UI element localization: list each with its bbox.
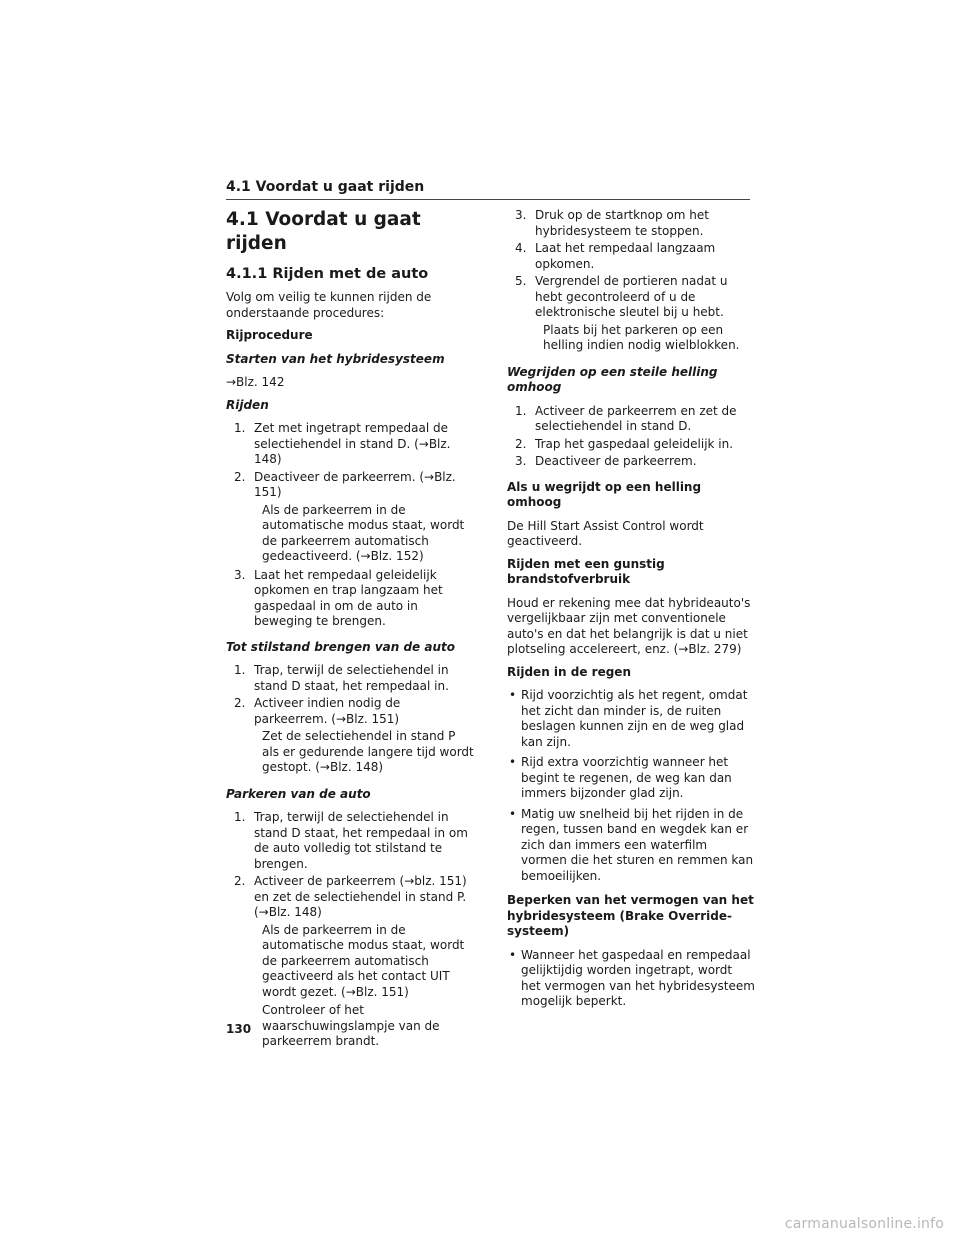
bullet-icon: • [509,947,517,962]
list-item: 3. Druk op de startknop om het hybridesysteem te stoppen. [515,208,709,238]
section-title: 4.1 Voordat u gaat rijden [226,209,421,254]
list-item-note: Plaats bij het parkeren op een helling indien nodig wielblokken. [543,322,740,352]
bullet-icon: • [509,755,517,769]
list-item: 3. Laat het rempedaal geleidelijk opkomen en trap langzaam het gaspedaal in om de auto in beweging te brengen. [234,567,443,628]
zuinig-heading: Rijden met een gunstig brandstofverbruik [507,556,665,586]
list-item: 2. Trap het gaspedaal geleidelijk in. [515,436,734,451]
list-item: • Rijd extra voorzichtig wanneer het begint te regenen, de weg kan dan immers bijzonder glad zijn. [509,755,732,800]
subsection-title: 4.1.1 Rijden met de auto [226,266,429,282]
rijprocedure-heading: Rijprocedure [226,328,313,342]
list-item: 1. Zet met ingetrapt rempedaal de selectiehendel in stand D. (→Blz. 148) [234,421,451,466]
brake-override-list [507,948,755,1010]
regen-list [507,688,755,884]
helling-heading: Als u wegrijdt op een helling omhoog [507,479,702,509]
list-item: 1. Trap, terwijl de selectiehendel in stand D staat, het rempedaal in om de auto volledig tot stilstand te brengen. [234,810,468,871]
list-item-note: Zet de selectiehendel in stand P als er gedurende langere tijd wordt gestopt. (→Blz. 148) [262,729,474,774]
list-item: 1. Trap, terwijl de selectiehendel in stand D staat, het rempedaal in. [234,663,449,693]
parkeren-heading: Parkeren van de auto [226,786,371,801]
steile-helling-list [507,404,755,470]
list-item: 3. Deactiveer de parkeerrem. [515,454,697,468]
stilstand-heading: Tot stilstand brengen van de auto [226,639,455,654]
list-item-note: Controleer of het waarschuwingslampje van de parkeerrem brandt. [262,1003,440,1048]
list-item-note: Als de parkeerrem in de automatische modus staat, wordt de parkeerrem automatisch gedeactiveerd. (→Blz. 152) [262,502,465,563]
left-column [226,208,474,1053]
list-item: • Wanneer het gaspedaal en rempedaal gelijktijdig worden ingetrapt, wordt het vermogen van het hybridesysteem mogelijk beperkt. [509,947,755,1008]
list-item: 2. Activeer indien nodig de parkeerrem. (→Blz. 151) [234,696,401,726]
helling-paragraph: De Hill Start Assist Control wordt geactiveerd. [507,518,704,548]
rijden-heading: Rijden [226,397,269,412]
list-item: 2. Activeer de parkeerrem (→blz. 151) en zet de selectiehendel in stand P. (→Blz. 148) [234,874,467,919]
list-item-note: Als de parkeerrem in de automatische modus staat, wordt de parkeerrem automatisch geactiveerd als het contact UIT wordt gezet. (→Blz. 151) [262,922,465,999]
bullet-icon: • [509,688,517,702]
parkeren-list-continued [507,208,755,354]
zuinig-paragraph: Houd er rekening mee dat hybrideauto's vergelijkbaar zijn met conventionele auto's en dat het belangrijk is dat u niet plotseling accelereert, enz. (→Blz. 279) [507,595,751,656]
rijden-list [226,421,474,630]
watermark: carmanualsonline.info [784,1216,944,1232]
starten-reference: →Blz. 142 [226,375,285,389]
list-item: 4. Laat het rempedaal langzaam opkomen. [515,241,716,271]
parkeren-list [226,810,474,1050]
running-head: 4.1 Voordat u gaat rijden [226,179,425,195]
list-item: 1. Activeer de parkeerrem en zet de selectiehendel in stand D. [515,403,737,433]
starten-heading: Starten van het hybridesysteem [226,351,445,366]
list-item: 5. Vergrendel de portieren nadat u hebt gecontroleerd of u de elektronische sleutel bij u hebt. [515,274,728,319]
brake-override-heading: Beperken van het vermogen van het hybridesysteem (Brake Override-systeem) [507,893,754,938]
regen-heading: Rijden in de regen [507,664,631,679]
right-column [507,208,755,1015]
intro-paragraph: Volg om veilig te kunnen rijden de onderstaande procedures: [226,290,432,320]
list-item: • Rijd voorzichtig als het regent, omdat het zicht dan minder is, de ruiten beslagen kunnen zijn en de weg glad kan zijn. [509,688,748,749]
header-divider [226,199,750,200]
stilstand-list [226,663,474,776]
bullet-icon: • [509,806,517,821]
list-item: • Matig uw snelheid bij het rijden in de regen, tussen band en wegdek kan er zich dan immers een waterfilm vormen die het sturen en remmen kan bemoeilijken. [509,806,754,883]
page-number: 130 [226,1022,252,1036]
list-item: 2. Deactiveer de parkeerrem. (→Blz. 151) [234,469,456,499]
steile-helling-heading: Wegrijden op een steile helling omhoog [507,364,718,394]
